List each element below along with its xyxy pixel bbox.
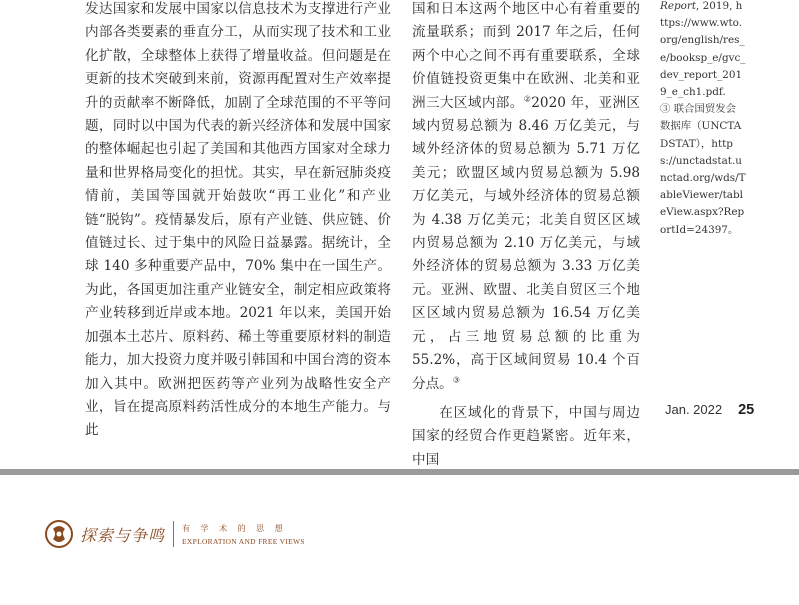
footnote-marker-2[interactable]: ② [523, 94, 532, 104]
journal-name: 探索与争鸣 [80, 525, 166, 545]
para-text: 国和日本这两个地区中心有着重要的流量联系；而到 2017 年之后，任何两个中心之间不再有重要联系，全球价值链投资更集中在欧洲、北美和亚洲三大区域内部。 [412, 1, 640, 111]
left-text-column [85, 0, 391, 443]
footnote-2-url[interactable]: , 2019, https://www.wto.org/english/res_e/booksp_e/gvc_dev_report_2019_e_ch1.pdf. [660, 0, 746, 99]
footer-divider [0, 469, 799, 475]
issue-date: Jan. 2022 [665, 402, 723, 417]
seal-logo-icon [44, 519, 74, 549]
page-footer [665, 402, 754, 418]
footnote-marker-3[interactable]: ③ [452, 374, 460, 384]
footnote-3[interactable]: ③ 联合国贸发会数据库（UNCTADSTAT），https://unctadstat.unctad.org/wds/TableViewer/tableView.aspx?ReportId=24397。 [660, 103, 746, 236]
middle-text-column [412, 0, 640, 472]
brand-tagline [182, 523, 305, 546]
para-text: 2020 年，亚洲区域内贸易总额为 8.46 万亿美元，与域外经济体的贸易总额为 5.71 万亿美元；欧盟区域内贸易总额为 5.98 万亿美元，与域外经济体的贸易总额为 4.38 万亿美元；北美自贸区区域内贸易总额为 2.10 万亿美元，与域外经济体的贸易总额为 3.33 万亿美元。亚洲、欧盟、北美自贸区三个地区区域内贸易总额为 16.54 万亿美元，占三地贸易总额的比重为 55.2%，高于区域间贸易 10.4 个百分点。 [412, 94, 641, 392]
report-title: Report [660, 0, 697, 12]
middle-paragraph-1 [412, 0, 640, 396]
left-paragraph: 发达国家和发展中国家以信息技术为支撑进行产业内部各类要素的垂直分工，从而实现了技术和工业化扩散，全球整体上获得了增量收益。但问题是在更新的技术突破到来前，资源再配置对生产效率提升的贡献率不断降低，加剧了全球范围的不平等问题，同时以中国为代表的新兴经济体和发展中国家的整体崛起也引起了美国和其他西方国家对全球力量和世界格局变化的担忧。其实，早在新冠肺炎疫情前，美国等国就开始鼓吹“再工业化”和产业链“脱钩”。疫情暴发后，原有产业链、供应链、价值链过长、过于集中的风险日益暴露。据统计，全球 140 多种重要产品中，70% 集中在一国生产。为此，各国更加注重产业链安全，制定相应政策将产业转移到近岸或本地。2021 年以来，美国开始加强本土芯片、原料药、稀土等重要原材料的制造能力，加大投资力度并吸引韩国和中国台湾的资本加入其中。欧洲把医药等产业列为战略性安全产业，旨在提高原料药活性成分的本地生产能力。与此 [85, 1, 391, 439]
middle-paragraph-2: 在区域化的背景下，中国与周边国家的经贸合作更趋紧密。近年来，中国 [412, 404, 640, 468]
page-number: 25 [738, 402, 755, 418]
brand-divider [173, 521, 174, 547]
tagline-english: EXPLORATION AND FREE VIEWS [182, 536, 305, 546]
footnote-sidebar [660, 0, 746, 239]
tagline-chinese: 有 学 术 的 思 想 [182, 523, 287, 533]
footnote-2-tail [660, 0, 746, 101]
journal-brand [44, 517, 305, 551]
